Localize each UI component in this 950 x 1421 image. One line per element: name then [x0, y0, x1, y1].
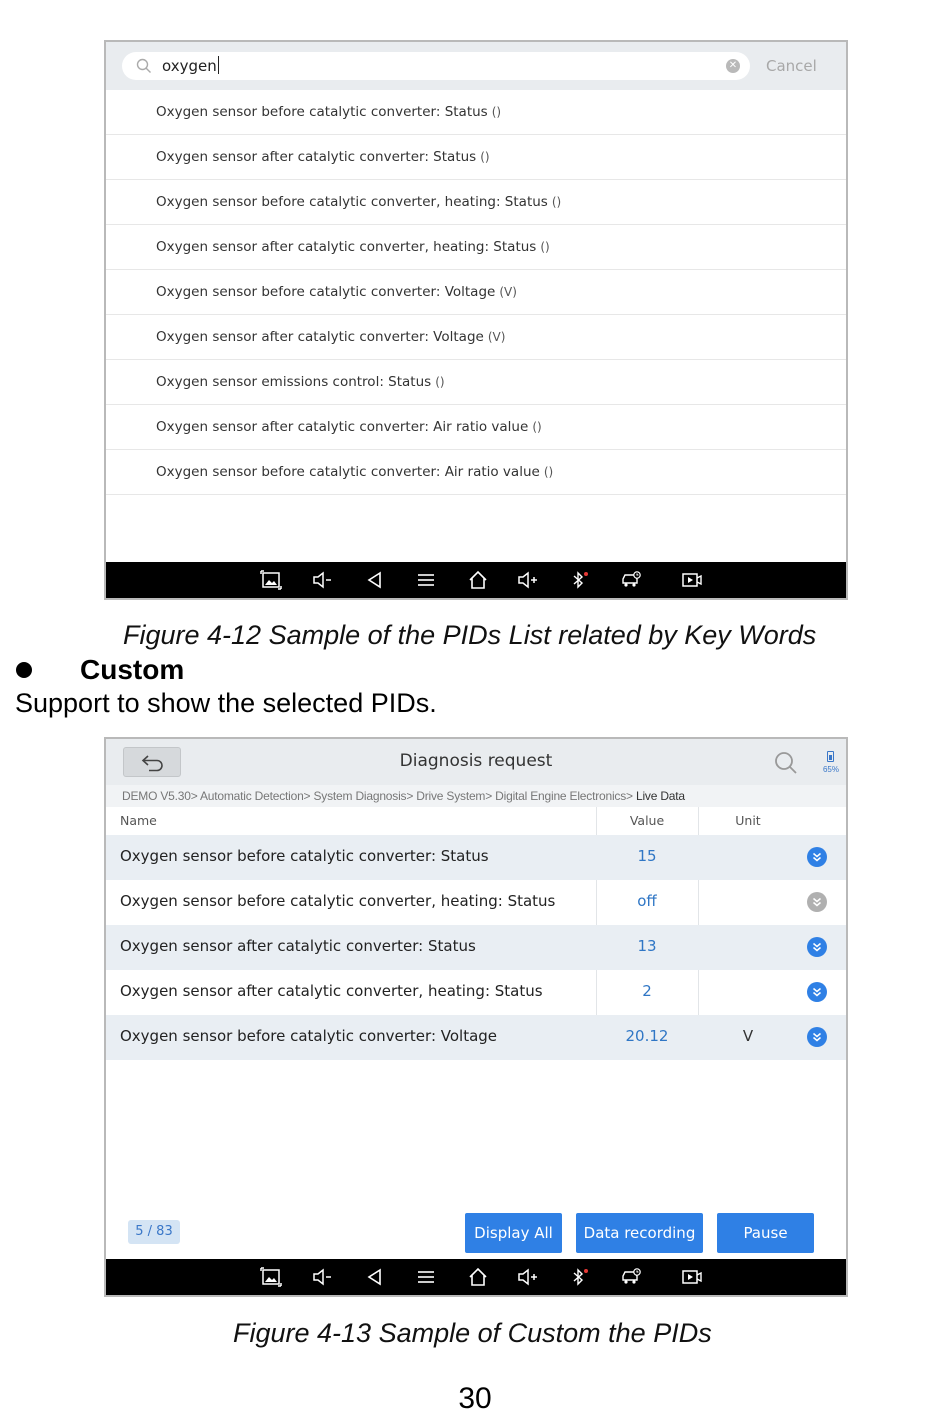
result-unit: (): [480, 150, 490, 164]
data-recording-button[interactable]: Data recording: [576, 1213, 703, 1253]
page-number: 30: [458, 1382, 492, 1415]
bluetooth-icon[interactable]: [568, 570, 590, 590]
result-label: Oxygen sensor before catalytic converter: Status: [156, 104, 488, 120]
pid-value: off: [637, 892, 657, 910]
section-title: Custom: [80, 654, 185, 685]
pid-name: Oxygen sensor before catalytic converter: Voltage: [120, 1027, 498, 1045]
bluetooth-icon[interactable]: [568, 1267, 590, 1287]
display-all-button[interactable]: Display All: [465, 1213, 562, 1253]
search-results-list: [106, 90, 846, 495]
search-result-item[interactable]: [106, 450, 846, 495]
car-diagnostic-icon[interactable]: [620, 570, 642, 590]
table-row[interactable]: [106, 835, 846, 880]
figure-caption: Figure 4-13 Sample of Custom the PIDs: [233, 1318, 712, 1348]
chevron-down-icon[interactable]: [807, 937, 827, 957]
pid-name: Oxygen sensor after catalytic converter: Status: [120, 937, 476, 955]
search-icon[interactable]: [774, 751, 798, 775]
bullet-point: [16, 662, 32, 678]
page-title: Diagnosis request: [399, 751, 553, 771]
pause-button[interactable]: Pause: [717, 1213, 814, 1253]
volume-up-icon[interactable]: [517, 570, 539, 590]
result-unit: (): [532, 420, 542, 434]
table-row[interactable]: [106, 925, 846, 970]
pid-value: 15: [637, 847, 657, 865]
pid-name: Oxygen sensor before catalytic converter: Status: [120, 847, 489, 865]
custom-live-data-screen: [104, 737, 848, 1297]
home-icon[interactable]: [467, 570, 489, 590]
result-unit: (): [543, 465, 554, 479]
result-label: Oxygen sensor after catalytic converter: Status: [156, 149, 477, 165]
pid-value: 13: [637, 937, 657, 955]
volume-up-icon[interactable]: [517, 1267, 539, 1287]
figure-caption: Figure 4-12 Sample of the PIDs List related by Key Words: [123, 620, 817, 650]
result-unit: (): [435, 375, 445, 389]
volume-down-icon[interactable]: [311, 570, 333, 590]
result-unit: (V): [487, 330, 506, 344]
body-text: Support to show the selected PIDs.: [15, 688, 437, 718]
screen-record-icon[interactable]: [681, 1267, 703, 1287]
search-bar: [106, 42, 846, 90]
text-caret: [218, 56, 219, 74]
search-result-item[interactable]: [106, 405, 846, 450]
pid-name: Oxygen sensor before catalytic converter, heating: Status: [120, 892, 556, 910]
result-label: Oxygen sensor after catalytic converter: Voltage: [156, 329, 484, 345]
volume-down-icon[interactable]: [311, 1267, 333, 1287]
result-label: Oxygen sensor before catalytic converter, heating: Status: [156, 194, 548, 210]
search-icon: [136, 58, 152, 74]
live-data-table: [106, 835, 846, 1060]
battery-icon: [827, 751, 834, 762]
clear-icon[interactable]: ✕: [726, 59, 740, 73]
back-icon[interactable]: [364, 570, 386, 590]
search-result-item[interactable]: [106, 135, 846, 180]
page-indicator: 5 / 83: [128, 1220, 180, 1244]
result-label: Oxygen sensor emissions control: Status: [156, 374, 432, 390]
result-unit: (V): [499, 285, 517, 299]
chevron-down-icon[interactable]: [807, 982, 827, 1002]
column-header-unit: Unit: [735, 813, 761, 828]
pid-unit: V: [742, 1027, 754, 1045]
result-label: Oxygen sensor after catalytic converter: Air ratio value: [156, 419, 529, 435]
pid-name: Oxygen sensor after catalytic converter, heating: Status: [120, 982, 543, 1000]
chevron-down-icon[interactable]: [807, 1027, 827, 1047]
screen-record-icon[interactable]: [681, 570, 703, 590]
screenshot-icon[interactable]: [260, 570, 282, 590]
result-label: Oxygen sensor before catalytic converter: Voltage: [156, 284, 496, 300]
menu-icon[interactable]: [415, 1267, 437, 1287]
result-label: Oxygen sensor after catalytic converter, heating: Status: [156, 239, 537, 255]
breadcrumb-current: Live Data: [635, 789, 685, 803]
system-navbar: [106, 1259, 846, 1295]
system-navbar: [106, 562, 846, 598]
search-result-item[interactable]: [106, 180, 846, 225]
table-header: [106, 807, 846, 835]
pid-value: 2: [642, 982, 652, 1000]
result-unit: (): [540, 240, 550, 254]
column-header-value: Value: [629, 813, 665, 828]
chevron-down-icon[interactable]: [807, 892, 827, 912]
menu-icon[interactable]: [415, 570, 437, 590]
battery-percent: 65%: [822, 765, 839, 774]
search-result-item[interactable]: [106, 270, 846, 315]
result-label: Oxygen sensor before catalytic converter: Air ratio value: [156, 464, 540, 480]
chevron-down-icon[interactable]: [807, 847, 827, 867]
result-unit: (): [551, 195, 562, 209]
battery-indicator: [820, 749, 842, 777]
search-value: oxygen: [162, 57, 217, 75]
result-unit: (): [491, 105, 502, 119]
search-screen: [104, 40, 848, 600]
search-result-item[interactable]: [106, 315, 846, 360]
home-icon[interactable]: [467, 1267, 489, 1287]
table-row[interactable]: [106, 880, 846, 925]
header-bar: [106, 739, 846, 785]
cancel-button[interactable]: Cancel: [766, 57, 817, 75]
back-icon[interactable]: [364, 1267, 386, 1287]
pid-value: 20.12: [625, 1027, 669, 1045]
search-result-item[interactable]: [106, 360, 846, 405]
search-input[interactable]: [122, 52, 750, 80]
search-result-item[interactable]: [106, 90, 846, 135]
table-row[interactable]: [106, 970, 846, 1015]
search-result-item[interactable]: [106, 225, 846, 270]
table-row[interactable]: [106, 1015, 846, 1060]
breadcrumb: DEMO V5.30> Automatic Detection> System Diagnosis> Drive System> Digital Engine Electronics> Live Data: [106, 785, 846, 807]
column-header-name: Name: [120, 813, 157, 828]
car-diagnostic-icon[interactable]: [620, 1267, 642, 1287]
screenshot-icon[interactable]: [260, 1267, 282, 1287]
